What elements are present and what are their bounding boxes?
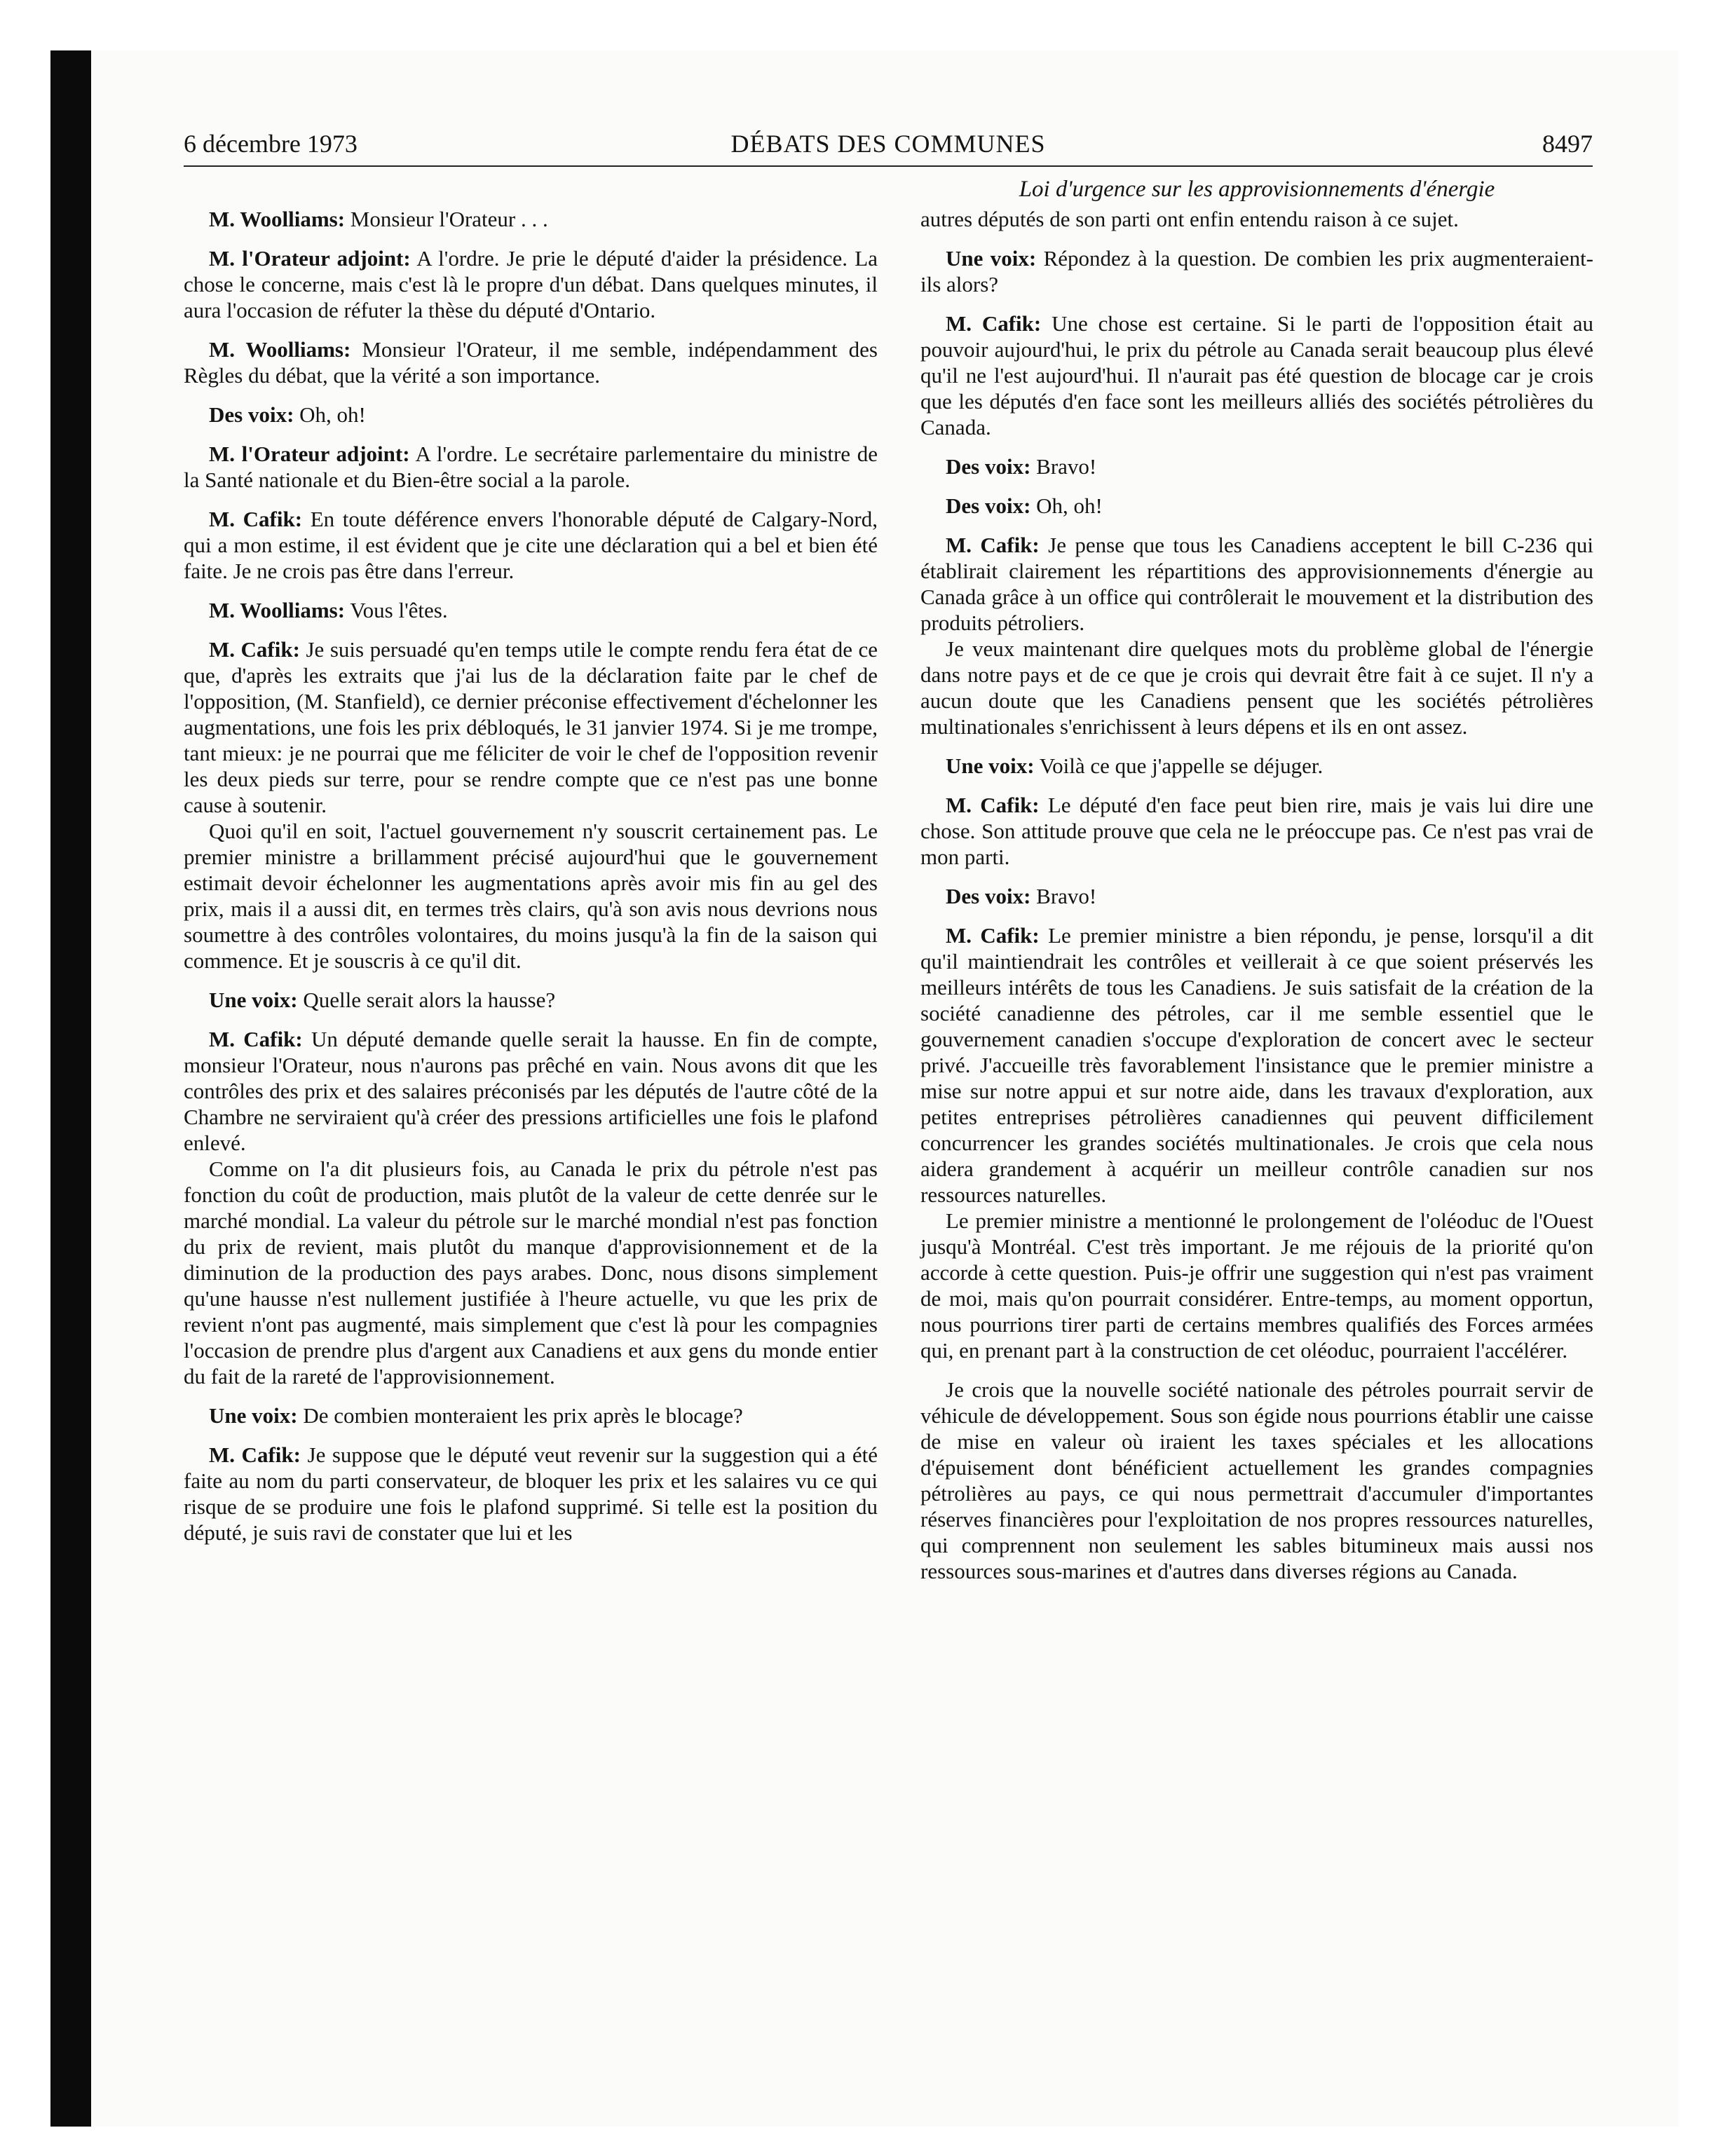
debate-paragraph: [920, 206, 1593, 232]
speaker-name: Des voix:: [209, 402, 294, 427]
speaker-name: Des voix:: [946, 884, 1031, 908]
paragraph-text: De combien monteraient les prix après le blocage?: [303, 1403, 743, 1428]
paragraph-text: Le premier ministre a mentionné le prolongement de l'oléoduc de l'Ouest jusqu'à Montréal. C'est très important. Je me réjouis de la priorité qu'on accorde à cette question. Puis-je offrir une suggestion qui n'est pas vraiment de moi, mais qu'on pourrait considérer. Entre-temps, au moment opportun, nous pourrions tirer parti de certains membres qualifiés des Forces armées qui, en prenant part à la construction de cet oléoduc, pourraient l'accélérer.: [920, 1208, 1593, 1363]
debate-paragraph: [184, 636, 878, 818]
debate-paragraph: [184, 441, 878, 493]
speaker-name: M. Cafik:: [946, 793, 1040, 817]
paragraph-text: A l'ordre. Le secrétaire parlementaire du ministre de la Santé nationale et du Bien-être social a la parole.: [184, 442, 878, 492]
debate-paragraph: [184, 818, 878, 974]
debate-paragraph: [184, 1403, 878, 1428]
debate-paragraph: [920, 1208, 1593, 1363]
debate-paragraph: [920, 532, 1593, 636]
debate-paragraph: [184, 597, 878, 623]
paragraph-text: Oh, oh!: [299, 402, 366, 427]
debate-paragraph: [184, 1442, 878, 1546]
speaker-name: M. Woolliams:: [209, 598, 346, 622]
paragraph-text: Je suppose que le député veut revenir sur la suggestion qui a été faite au nom du parti conservateur, de bloquer les prix et les salaires vu ce qui risque de se produire une fois le plafond supprimé. Si telle est la position du député, je suis ravi de constater que lui et les: [184, 1442, 878, 1545]
paragraph-text: Bravo!: [1036, 454, 1097, 479]
debate-paragraph: [920, 753, 1593, 779]
speaker-name: Une voix:: [209, 1403, 298, 1428]
header-date: 6 décembre 1973: [184, 130, 358, 158]
debate-paragraph: [920, 792, 1593, 870]
speaker-name: M. Cafik:: [946, 311, 1042, 336]
speaker-name: M. l'Orateur adjoint:: [209, 442, 410, 466]
speaker-name: M. Cafik:: [209, 637, 300, 662]
right-column: [920, 206, 1593, 1597]
paragraph-text: Voilà ce que j'appelle se déjuger.: [1039, 753, 1324, 778]
speaker-name: M. l'Orateur adjoint:: [209, 246, 411, 271]
paragraph-text: Répondez à la question. De combien les prix augmenteraient-ils alors?: [920, 246, 1594, 296]
paragraph-text: Une chose est certaine. Si le parti de l'opposition était au pouvoir aujourd'hui, le prix du pétrole au Canada serait beaucoup plus élevé qu'il ne l'est aujourd'hui. Il n'aurait pas été question de blocage car je crois que les députés d'en face sont les meilleurs alliés des sociétés pétrolières du Canada.: [920, 311, 1594, 439]
page-header: [184, 125, 1593, 167]
paragraph-text: Bravo!: [1036, 884, 1097, 908]
debate-paragraph: [184, 987, 878, 1013]
paragraph-text: Je suis persuadé qu'en temps utile le compte rendu fera état de ce que, d'après les extraits que j'ai lus de la déclaration faite par le chef de l'opposition, (M. Stanfield), ce dernier préconise effectivement d'échelonner les augmentations, une fois les prix débloqués, le 31 janvier 1974. Si je me trompe, tant mieux: je ne pourrai que me féliciter de voir le chef de l'opposition revenir les deux pieds sur terre, pour se rendre compte que ce n'est pas une bonne cause à soutenir.: [184, 637, 878, 817]
debate-paragraph: [920, 1377, 1593, 1584]
paragraph-text: autres députés de son parti ont enfin entendu raison à ce sujet.: [920, 207, 1459, 231]
paragraph-text: Le premier ministre a bien répondu, je pense, lorsqu'il a dit qu'il maintiendrait les contrôles et veillerait à ce que soient préservés les meilleurs intérêts de tous les Canadiens. Je suis satisfait de la création de la société canadienne des pétroles, car il me semble essentiel que le gouvernement canadien s'occupe d'exploration de concert avec le secteur privé. J'accueille très favorablement l'insistance que le premier ministre a mise sur notre appui et sur notre aide, dans les travaux d'exploration, aux petites entreprises pétrolières canadiennes qui peuvent difficilement concurrencer les grandes sociétés multinationales. Je crois que cela nous aidera grandement à acquérir un meilleur contrôle canadien sur nos ressources naturelles.: [920, 923, 1593, 1207]
paragraph-text: Oh, oh!: [1036, 493, 1103, 518]
speaker-name: M. Woolliams:: [209, 207, 346, 231]
debate-paragraph: [920, 883, 1593, 909]
paragraph-text: A l'ordre. Je prie le député d'aider la présidence. La chose le concerne, mais c'est là le propre d'un débat. Dans quelques minutes, il aura l'occasion de réfuter la thèse du député d'Ontario.: [184, 246, 878, 322]
debate-paragraph: [920, 636, 1593, 739]
debate-paragraph: [920, 311, 1593, 440]
speaker-name: M. Cafik:: [209, 1442, 301, 1467]
page-number: 8497: [1542, 130, 1593, 158]
debate-paragraph: [184, 1026, 878, 1156]
speaker-name: M. Cafik:: [209, 507, 303, 531]
paragraph-text: Quoi qu'il en soit, l'actuel gouvernement n'y souscrit certainement pas. Le premier ministre a brillamment précisé aujourd'hui que le gouvernement estimait devoir échelonner les augmentations après avoir mis fin au gel des prix, mais il a aussi dit, en termes très clairs, qu'à son avis nous devrions nous soumettre à des contrôles volontaires, du moins jusqu'à la fin de la saison qui commence. Et je souscris à ce qu'il dit.: [184, 819, 878, 973]
paragraph-text: En toute déférence envers l'honorable député de Calgary-Nord, qui a mon estime, il est évident que je cite une déclaration qui a bel et bien été faite. Je ne crois pas être dans l'erreur.: [184, 507, 878, 583]
debate-paragraph: [184, 245, 878, 323]
speaker-name: M. Cafik:: [946, 533, 1040, 557]
left-column: [184, 206, 878, 1559]
speaker-name: M. Cafik:: [209, 1027, 303, 1051]
speaker-name: Une voix:: [946, 753, 1035, 778]
paragraph-text: Je pense que tous les Canadiens acceptent le bill C-236 qui établirait clairement les répartitions des approvisionnements d'énergie au Canada grâce à un office qui contrôlerait le mouvement et la distribution des produits pétroliers.: [920, 533, 1594, 635]
scan-edge: [50, 50, 91, 2127]
debate-paragraph: [920, 453, 1593, 479]
speaker-name: M. Woolliams:: [209, 337, 351, 362]
speaker-name: Des voix:: [946, 454, 1031, 479]
paragraph-text: Je veux maintenant dire quelques mots du problème global de l'énergie dans notre pays et de ce que je crois qui devrait être fait à ce sujet. Il n'y a aucun doute que les Canadiens pensent que les sociétés pétrolières multinationales s'enrichissent à leurs dépens et ils en ont assez.: [920, 636, 1593, 739]
debate-paragraph: [184, 206, 878, 232]
header-title: DÉBATS DES COMMUNES: [730, 130, 1046, 158]
paragraph-text: Monsieur l'Orateur . . .: [350, 207, 548, 231]
debate-paragraph: [184, 402, 878, 428]
paragraph-text: Un député demande quelle serait la hausse. En fin de compte, monsieur l'Orateur, nous n'aurons pas prêché en vain. Nous avons dit que les contrôles des prix et des salaires préconisés par les députés de l'autre côté de la Chambre ne serviraient qu'à créer des pressions artificielles une fois le plafond enlevé.: [184, 1027, 878, 1155]
paragraph-text: Je crois que la nouvelle société nationale des pétroles pourrait servir de véhicule de développement. Sous son égide nous pourrions établir une caisse de mise en valeur où iraient les taxes spéciales et les allocations d'épuisement dont bénéficient actuellement les grandes compagnies pétrolières au pays, ce qui nous permettrait d'accumuler d'importantes réserves financières pour l'exploitation de nos propres ressources naturelles, qui comprennent non seulement les sables bitumineux mais aussi nos ressources sous-marines et d'autres dans diverses régions au Canada.: [920, 1377, 1593, 1583]
paragraph-text: Le député d'en face peut bien rire, mais je vais lui dire une chose. Son attitude prouve que cela ne le préoccupe pas. Ce n'est pas vrai de mon parti.: [920, 793, 1593, 869]
paragraph-text: Quelle serait alors la hausse?: [303, 988, 556, 1012]
paragraph-text: Comme on l'a dit plusieurs fois, au Canada le prix du pétrole n'est pas fonction du coût de production, mais plutôt de la valeur de cette denrée sur le marché mondial. La valeur du pétrole sur le marché mondial n'est pas fonction du prix de revient, mais plutôt du manque d'approvisionnement et de la diminution de la production des pays arabes. Donc, nous disons simplement qu'une hausse n'est nullement justifiée à l'heure actuelle, vu que les prix de revient n'ont pas augmenté, mais simplement que c'est là pour les compagnies l'occasion de prendre plus d'argent aux Canadiens et aux gens du monde entier du fait de la rareté de l'approvisionnement.: [184, 1157, 878, 1389]
debate-paragraph: [920, 493, 1593, 519]
speaker-name: Une voix:: [946, 246, 1037, 271]
paragraph-text: Vous l'êtes.: [350, 598, 448, 622]
debate-paragraph: [184, 336, 878, 388]
debate-paragraph: [184, 506, 878, 584]
speaker-name: Des voix:: [946, 493, 1031, 518]
debate-paragraph: [920, 245, 1593, 297]
speaker-name: M. Cafik:: [946, 923, 1040, 948]
paragraph-text: Monsieur l'Orateur, il me semble, indépendamment des Règles du débat, que la vérité a son importance.: [184, 337, 878, 388]
debate-paragraph: [920, 922, 1593, 1208]
speaker-name: Une voix:: [209, 988, 298, 1012]
section-subheader: Loi d'urgence sur les approvisionnements d'énergie: [1019, 177, 1495, 202]
debate-paragraph: [184, 1156, 878, 1389]
